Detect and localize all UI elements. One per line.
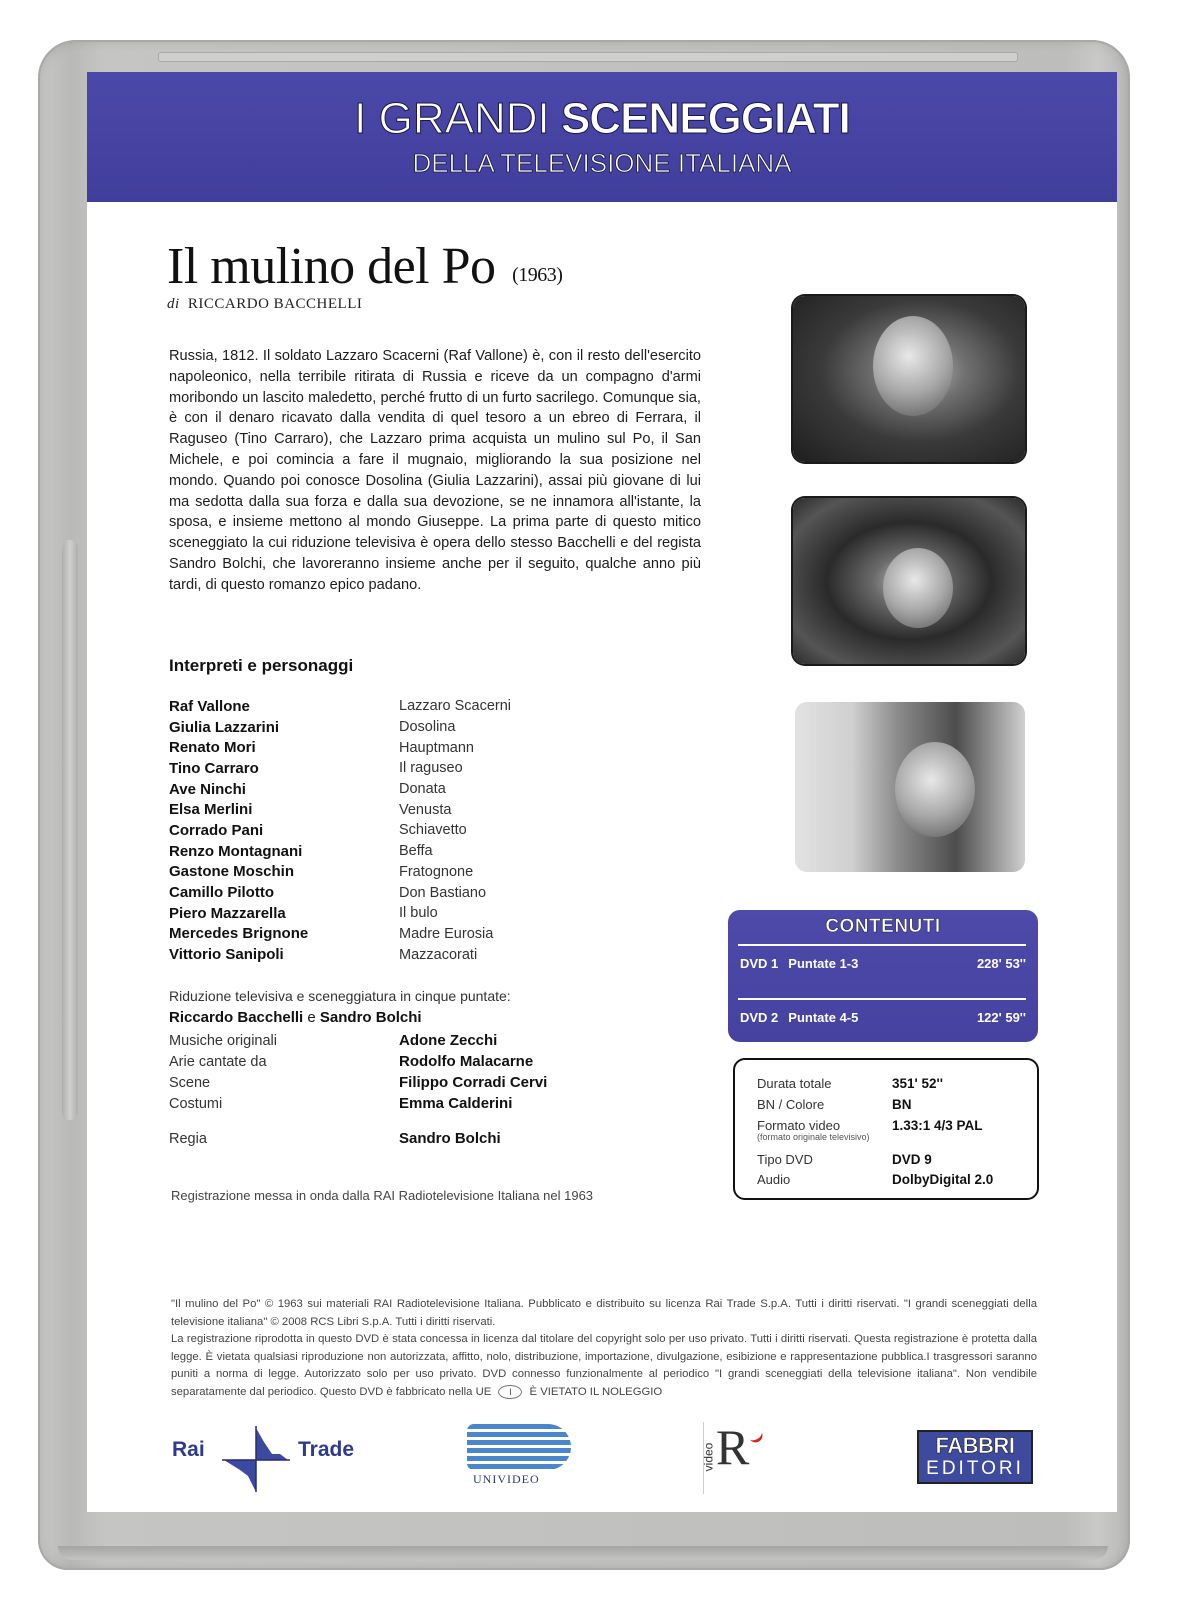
still-photo-3: [795, 702, 1025, 872]
video-r-swoosh-icon: [749, 1431, 765, 1445]
series-subtitle: DELLA TELEVISIONE ITALIANA: [412, 148, 792, 178]
cast-row: [169, 758, 569, 779]
cast-role: Schiavetto: [399, 822, 467, 839]
credit-row: [169, 1072, 689, 1093]
cast-row: [169, 903, 569, 924]
rai-logo-text: Rai: [172, 1438, 205, 1461]
cast-row: [169, 696, 569, 717]
credit-row: [169, 1093, 689, 1114]
broadcast-note: Registrazione messa in onda dalla RAI Radiotelevisione Italiana nel 1963: [171, 1188, 594, 1203]
credit-value: Emma Calderini: [399, 1095, 513, 1112]
spec-note: (formato originale televisivo): [757, 1132, 870, 1142]
spec-label-text: Formato video: [757, 1118, 841, 1133]
disc-info: [740, 956, 858, 971]
disc-row: [740, 956, 1026, 971]
credits-writers: [169, 1009, 689, 1030]
cast-actor: Vittorio Sanipoli: [169, 946, 284, 964]
cast-row: [169, 862, 569, 883]
divider: [738, 998, 1026, 1000]
univideo-stripes-icon: [467, 1424, 571, 1470]
cast-heading: Interpreti e personaggi: [169, 656, 354, 675]
case-spine-hinge: [62, 540, 78, 1120]
series-title: [87, 94, 1117, 144]
cast-role: Hauptmann: [399, 739, 474, 756]
writer-1: Riccardo Bacchelli: [169, 1009, 304, 1026]
credit-label: Musiche originali: [169, 1032, 277, 1049]
univideo-text: UNIVIDEO: [473, 1472, 540, 1486]
photo-face: [873, 316, 953, 416]
cast-actor: Renzo Montagnani: [169, 842, 303, 860]
still-photo-2: [793, 498, 1025, 664]
disc-label: DVD 1: [740, 956, 779, 971]
credits-intro: Riduzione televisiva e sceneggiatura in cinque puntate:: [169, 988, 511, 1004]
disc-info: [740, 1010, 858, 1025]
credit-label: Arie cantate da: [169, 1053, 267, 1070]
disc-episodes: Puntate 1-3: [788, 956, 859, 971]
credits-block: [169, 988, 689, 1149]
disc-duration: 122' 59'': [976, 1010, 1026, 1025]
credit-label: Costumi: [169, 1095, 223, 1112]
spec-row: [757, 1152, 1027, 1167]
cast-row: [169, 882, 569, 903]
cast-role: Lazzaro Scacerni: [399, 698, 512, 715]
cast-actor: Corrado Pani: [169, 821, 264, 839]
spec-row: [757, 1172, 1027, 1187]
photo-face: [895, 742, 975, 837]
series-title-light: I GRANDI: [354, 94, 550, 143]
rai-trade-logo: [172, 1424, 355, 1494]
spec-label: [757, 1118, 892, 1142]
cast-role: Beffa: [399, 843, 433, 860]
case-top-lip: [158, 52, 1018, 62]
director-label: Regia: [169, 1130, 207, 1147]
cast-row: [169, 799, 569, 820]
series-header-band: [87, 72, 1117, 202]
film-title-text: Il mulino del Po: [167, 238, 496, 295]
no-rental-text: È VIETATO IL NOLEGGIO: [529, 1385, 663, 1398]
cast-actor: Giulia Lazzarini: [169, 718, 280, 736]
video-r-logo: [701, 1419, 773, 1494]
spec-row: [757, 1076, 1027, 1091]
cast-row: [169, 944, 569, 965]
spec-label: Tipo DVD: [757, 1152, 813, 1167]
univideo-logo: [467, 1424, 577, 1494]
video-r-small-text: video: [701, 1442, 716, 1472]
disc-label: DVD 2: [740, 1010, 779, 1025]
series-title-bold: SCENEGGIATI: [560, 94, 850, 143]
cast-actor: Camillo Pilotto: [169, 884, 274, 902]
cast-role: Fratognone: [399, 863, 474, 880]
film-title: [167, 237, 562, 296]
spec-label: Audio: [757, 1172, 791, 1187]
cast-role: Venusta: [399, 801, 452, 818]
fabbri-text: FABBRI: [935, 1433, 1015, 1458]
still-photo-1: [793, 296, 1025, 462]
cast-actor: Gastone Moschin: [169, 863, 295, 881]
cast-row: [169, 779, 569, 800]
credit-value: Rodolfo Malacarne: [399, 1053, 534, 1070]
credit-row: [169, 1051, 689, 1072]
cast-actor: Piero Mazzarella: [169, 904, 286, 922]
divider: [738, 944, 1026, 946]
cast-role: Il raguseo: [399, 760, 463, 777]
contents-title: CONTENUTI: [825, 916, 941, 937]
legal-notice: [171, 1296, 1037, 1401]
cast-actor: Mercedes Brignone: [169, 925, 309, 943]
cast-role: Dosolina: [399, 719, 456, 736]
cast-role: Don Bastiano: [399, 884, 487, 901]
film-author: [167, 296, 362, 313]
license-text: La registrazione riprodotta in questo DVD è stata concessa in licenza dal titolare del copyright solo per uso privato. Tutti i diritti riservati. Questa registrazione è protetta dalla legge. È vietata qualsiasi riproduzione non autorizzata, affitto, nolo, distribuzione, importazione, divulgazione, esibizione e rappresentazione pubblica.I trasgressori saranno puniti a norma di legge. Autorizzato solo per uso privato. DVD connesso funzionalmente al periodico "I grandi sceneggiati della televisione italiana". Non vendibile separatamente dal periodico. Questo DVD è fabbricato nella UE: [171, 1333, 1037, 1398]
spec-value: DolbyDigital 2.0: [892, 1172, 994, 1187]
spec-row: [757, 1118, 1027, 1142]
cast-list: [169, 696, 569, 965]
tech-specs-box: [733, 1058, 1039, 1200]
back-cover-insert: [87, 72, 1117, 1512]
spec-value: BN: [892, 1097, 912, 1112]
cast-actor: Raf Vallone: [169, 697, 250, 715]
author-prefix: di: [167, 296, 180, 312]
disc-duration: 228' 53'': [976, 956, 1026, 971]
credit-row: [169, 1030, 689, 1051]
case-bottom-rail: [58, 1546, 1108, 1560]
spec-value: DVD 9: [892, 1152, 932, 1167]
disc-row: [740, 1010, 1026, 1025]
credit-value: Adone Zecchi: [399, 1032, 498, 1049]
spec-row: [757, 1097, 1027, 1112]
trade-logo-text: Trade: [298, 1438, 355, 1461]
editori-text: EDITORI: [926, 1458, 1024, 1479]
cast-row: [169, 820, 569, 841]
spec-label: BN / Colore: [757, 1097, 825, 1112]
cast-row: [169, 737, 569, 758]
writers-conjunction: e: [303, 1009, 320, 1026]
rai-trade-mark-icon: [218, 1424, 294, 1494]
writer-2: Sandro Bolchi: [319, 1009, 422, 1026]
credit-spacer: [169, 1114, 689, 1128]
cast-actor: Ave Ninchi: [169, 780, 246, 798]
credit-label: Scene: [169, 1074, 211, 1091]
cast-role: Mazzacorati: [399, 946, 478, 963]
cast-row: [169, 717, 569, 738]
synopsis: Russia, 1812. Il soldato Lazzaro Scacerni (Raf Vallone) è, con il resto dell'esercito napoleonico, nella terribile ritirata di Russia e riceve da un compagno d'armi moribondo un lascito maledetto, perché frutto di un furto sacrilego. Comunque sia, è con il denaro ricavato dalla vendita di quel tesoro a un ebreo di Ferrara, il Raguseo (Tino Carraro), che Lazzaro prima acquista un mulino sul Po, il San Michele, e poi comincia a fare il mugnaio, migliorando la sua posizione nel mondo. Quando poi conosce Dosolina (Giulia Lazzarini), assai più giovane di lui ma sedotta dalla sua forza e dalla sua devozione, se ne innamora all'istante, la sposa, e insieme mettono al mondo Giuseppe. La prima parte di questo mitico sceneggiato la cui riduzione televisiva è opera dello stesso Bacchelli e del regista Sandro Bolchi, che lavoreranno insieme anche per il seguito, qualche anno più tardi, di questo romanzo epico padano.: [169, 348, 701, 593]
copyright-text: "Il mulino del Po" © 1963 sui materiali RAI Radiotelevisione Italiana. Pubblicato e distribuito su licenza Rai Trade S.p.A. Tutti i diritti riservati. "I grandi sceneggiati della televisione italiana" © 2008 RCS Libri S.p.A. Tutti i diritti riservati.: [171, 1298, 1037, 1328]
cast-role: Donata: [399, 781, 446, 798]
disc-episodes: Puntate 4-5: [788, 1010, 859, 1025]
spec-label: Durata totale: [757, 1076, 832, 1091]
video-r-letter: R: [716, 1419, 750, 1475]
author-name: RICCARDO BACCHELLI: [187, 296, 363, 312]
director-name: Sandro Bolchi: [399, 1130, 501, 1147]
director-row: [169, 1128, 689, 1149]
cast-role: Madre Eurosia: [399, 925, 494, 942]
spec-value: 1.33:1 4/3 PAL: [892, 1118, 983, 1133]
credit-value: Filippo Corradi Cervi: [399, 1074, 548, 1091]
fabbri-editori-logo: [917, 1430, 1033, 1484]
cast-actor: Tino Carraro: [169, 759, 259, 777]
cast-role: Il bulo: [399, 905, 438, 922]
cast-actor: Renato Mori: [169, 739, 256, 757]
spec-value: 351' 52'': [892, 1076, 943, 1091]
photo-face: [883, 548, 953, 628]
eu-country-badge: I: [498, 1385, 522, 1399]
film-year: (1963): [512, 264, 563, 286]
cast-actor: Elsa Merlini: [169, 801, 253, 819]
contents-box: [728, 910, 1038, 1042]
cast-row: [169, 841, 569, 862]
cast-row: [169, 924, 569, 945]
